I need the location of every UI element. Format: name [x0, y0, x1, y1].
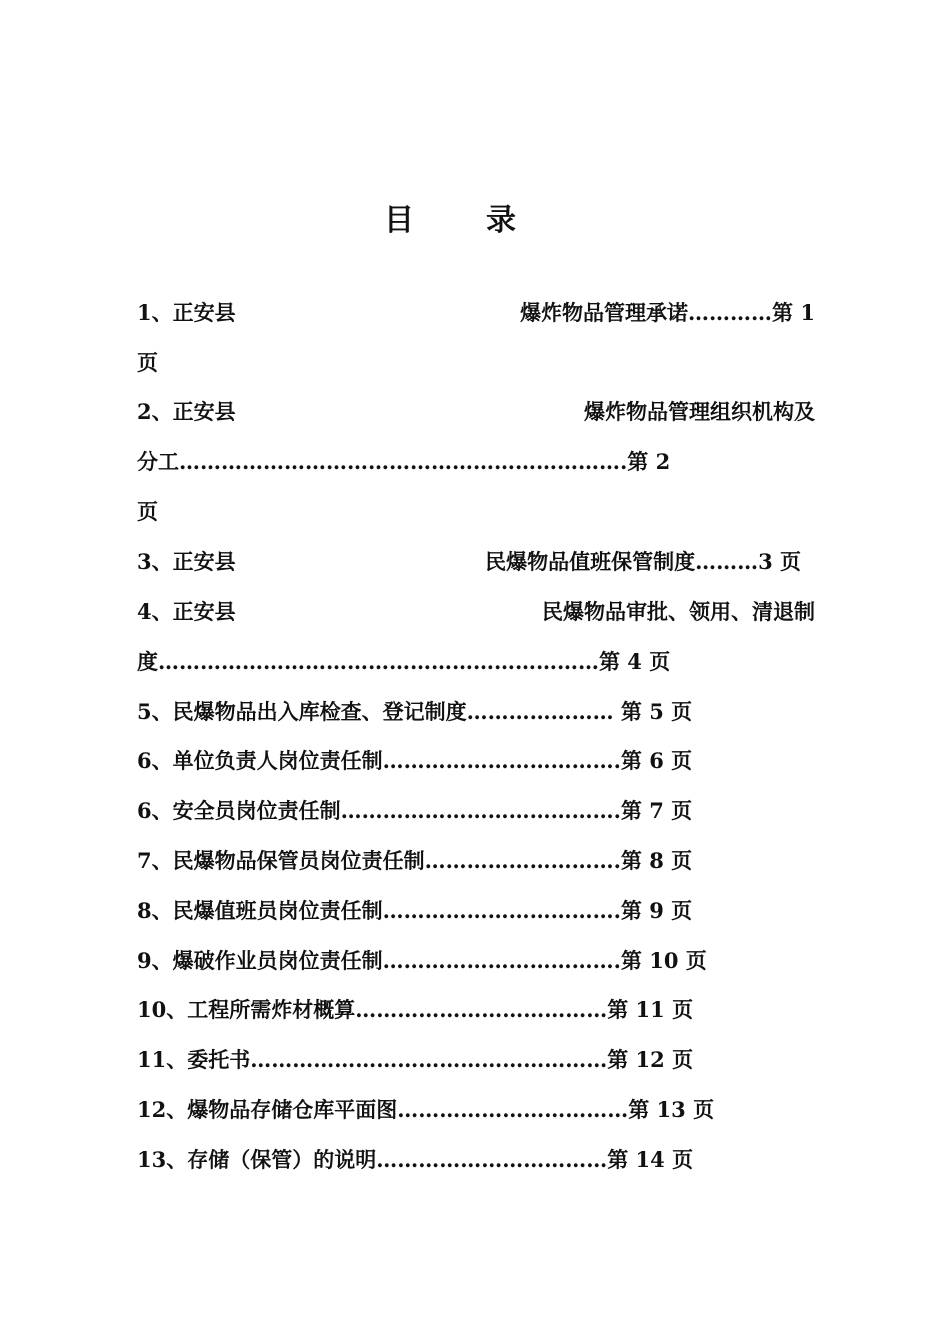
- toc-entry-3-title: 民爆物品值班保管制度………3 页: [485, 549, 801, 574]
- toc-entry-1-wrap: [137, 348, 815, 378]
- toc-entry-9-text: 8、民爆值班员岗位责任制…………………………….第 9 页: [137, 898, 693, 923]
- toc-entry-1: [137, 298, 815, 328]
- toc-entry-3-prefix: 3、正安县: [137, 549, 236, 574]
- toc-entry-14: [137, 1145, 815, 1175]
- toc-entry-10-text: 9、爆破作业员岗位责任制…………………………….第 10 页: [137, 948, 707, 973]
- toc-entry-1-page: 页: [137, 350, 158, 375]
- toc-entry-4-title: 民爆物品审批、领用、清退制: [542, 599, 815, 624]
- page-title: [0, 195, 950, 239]
- toc-entry-6: [137, 746, 815, 776]
- toc-entry-5: [137, 697, 815, 727]
- toc-entry-2-prefix: 2、正安县: [137, 399, 236, 424]
- toc-entry-2-wrap: [137, 447, 815, 477]
- toc-entry-8: [137, 846, 815, 876]
- toc-entry-11: [137, 995, 815, 1025]
- toc-entry-13: [137, 1095, 815, 1125]
- toc-entry-6-text: 6、单位负责人岗位责任制…………………………….第 6 页: [137, 748, 693, 773]
- toc-entry-12: [137, 1045, 815, 1075]
- toc-entry-2-wrap-2: [137, 497, 815, 527]
- toc-entry-4-prefix: 4、正安县: [137, 599, 236, 624]
- toc-entry-13-text: 12、爆物品存储仓库平面图……………………………第 13 页: [137, 1097, 715, 1122]
- toc-entry-3: [137, 547, 815, 577]
- toc-entry-7: [137, 796, 815, 826]
- toc-entry-9: [137, 896, 815, 926]
- toc-entry-1-title: 爆炸物品管理承诺…………第 1: [520, 300, 815, 325]
- toc-entry-10: [137, 946, 815, 976]
- toc-entry-14-text: 13、存储（保管）的说明……………………………第 14 页: [137, 1147, 694, 1172]
- toc-entry-8-text: 7、民爆物品保管员岗位责任制……………………….第 8 页: [137, 848, 693, 873]
- toc-entry-5-text: 5、民爆物品出入库检查、登记制度………………… 第 5 页: [137, 699, 693, 724]
- toc-entry-2-continuation: 分工……………………………………………………….第 2: [137, 449, 671, 474]
- toc-entry-4-continuation: 度………………………………………………………第 4 页: [137, 649, 671, 674]
- toc-entry-4-wrap: [137, 647, 815, 677]
- toc-entry-1-prefix: 1、正安县: [137, 300, 236, 325]
- title-char-2: 录: [486, 203, 516, 238]
- toc-entry-11-text: 10、工程所需炸材概算………………………………第 11 页: [137, 997, 694, 1022]
- toc-entry-2-title: 爆炸物品管理组织机构及: [584, 399, 815, 424]
- toc-entry-7-text: 6、安全员岗位责任制………………………………….第 7 页: [137, 798, 693, 823]
- title-char-1: 目: [384, 203, 414, 238]
- toc-entry-2-page: 页: [137, 499, 158, 524]
- toc-entry-2: [137, 397, 815, 427]
- toc-entry-12-text: 11、委托书……………………………………………第 12 页: [137, 1047, 694, 1072]
- toc-entry-4: [137, 597, 815, 627]
